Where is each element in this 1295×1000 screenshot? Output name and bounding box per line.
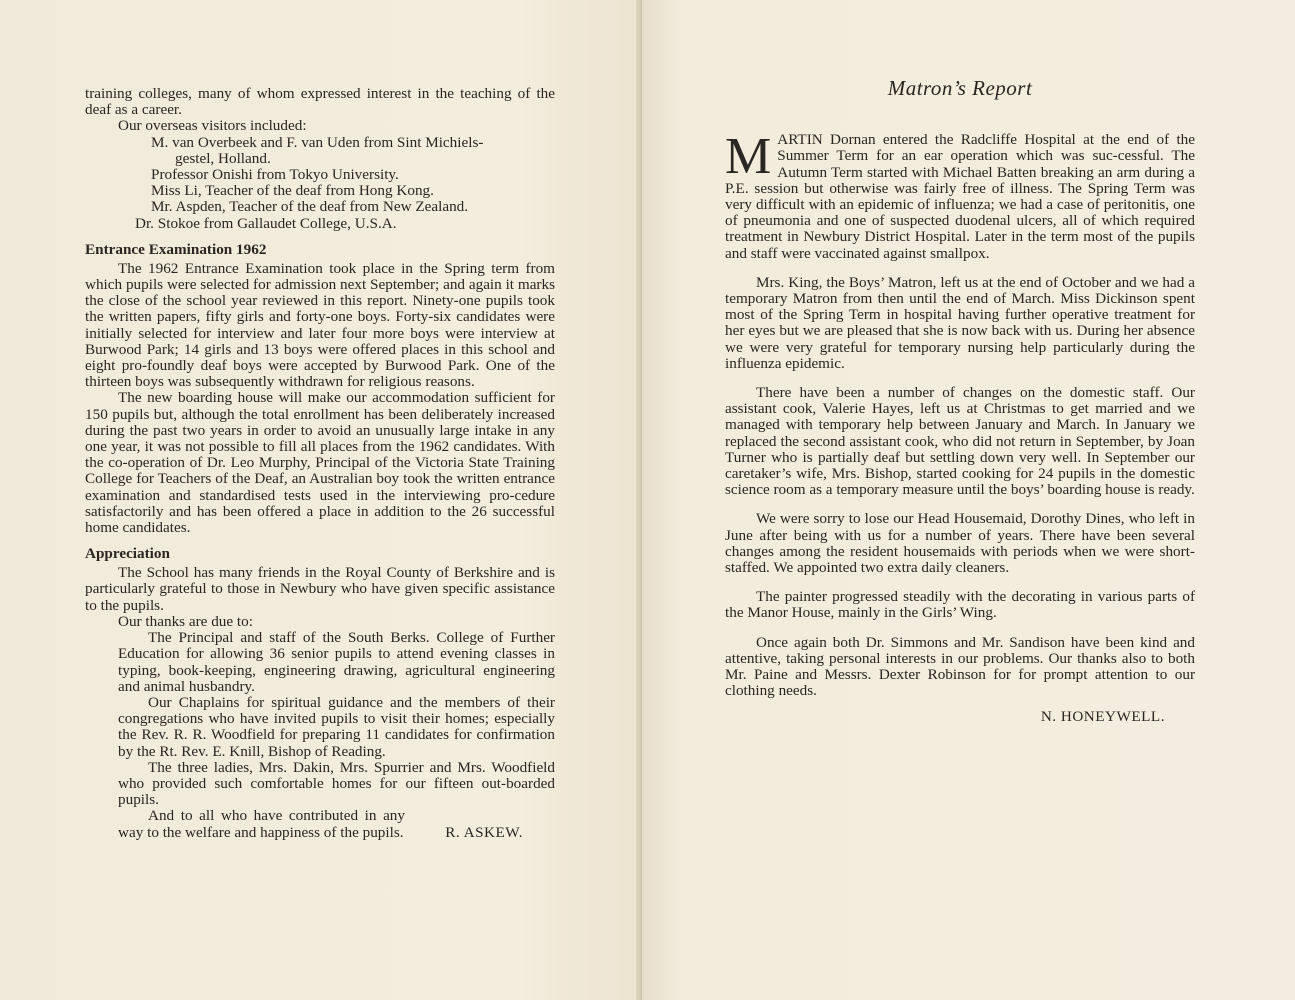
- exam-paragraph: The new boarding house will make our accommodation sufficient for 150 pupils but, although the total enrollment has been deliberately increased during the past two years in order to avoid an unusually large intake in any one year, it was not possible to fill all places from the 1962 candidates. With the co-operation of Dr. Leo Murphy, Principal of the Victoria State Training College for Teachers of the Deaf, an Australian boy took the written entrance examination and standardised tests used in the interviewing pro-cedure satisfactorily and has been offered a place in addition to the 26 successful home candidates.: [85, 389, 555, 537]
- visitor-item: gestel, Holland.: [175, 149, 271, 167]
- thanks-item: Our Chaplains for spiritual guidance and the members of their congregations who have invited pupils to visit their homes; especially the Rev. R. R. Woodfield for preparing 11 candidates for confirmation by the Rt. Rev. E. Knill, Bishop of Reading.: [118, 693, 555, 760]
- visitor-item: Professor Onishi from Tokyo University.: [151, 166, 399, 184]
- visitor-item: M. van Overbeek and F. van Uden from Sint Michiels-: [151, 133, 484, 151]
- intro-paragraph: training colleges, many of whom expressed interest in the teaching of the deaf as a career.: [85, 85, 555, 119]
- thanks-item: The Principal and staff of the South Berks. College of Further Education for allowing 36 senior pupils to attend evening classes in typing, book-keeping, engineering drawing, agricultural engineering and animal husbandry.: [118, 629, 555, 695]
- right-page-text: [725, 76, 1195, 725]
- closing-row: [85, 808, 555, 840]
- appreciation-paragraph: The School has many friends in the Royal County of Berkshire and is particularly grateful to those in Newbury who have given specific assistance to the pupils.: [85, 564, 555, 614]
- thanks-item: The three ladies, Mrs. Dakin, Mrs. Spurrier and Mrs. Woodfield who provided such comfortable homes for our fifteen out-boarded pupils.: [118, 758, 555, 809]
- visitor-item: Dr. Stokoe from Gallaudet College, U.S.A.: [135, 214, 397, 232]
- section-heading-exam: Entrance Examination 1962: [85, 240, 267, 258]
- left-page: [0, 0, 642, 1000]
- left-page-text: [85, 86, 555, 841]
- report-paragraph: There have been a number of changes on the domestic staff. Our assistant cook, Valerie Hayes, left us at Christmas to get married and we managed with temporary help between January and March. In January we replaced the second assistant cook, who did not return in September, by Joan Turner who is partially deaf but settling down very well. In September our caretaker’s wife, Mrs. Bishop, started cooking for 24 pupils in the domestic science room as a temporary measure until the boys’ boarding house is ready.: [725, 384, 1195, 499]
- visitor-list: [85, 135, 555, 232]
- report-paragraph: We were sorry to lose our Head Housemaid, Dorothy Dines, who left in June after being with us for a number of years. There have been several changes among the resident housemaids with periods when we were short-staffed. We appointed two extra daily cleaners.: [725, 510, 1195, 577]
- signature-honeywell: N. HONEYWELL.: [1040, 707, 1165, 725]
- report-paragraph: The painter progressed steadily with the decorating in various parts of the Manor House, mainly in the Girls’ Wing.: [725, 588, 1195, 622]
- thanks-item: And to all who have contributed in any way to the welfare and happiness of the pupils.: [118, 807, 405, 841]
- visitor-item: Miss Li, Teacher of the deaf from Hong Kong.: [151, 182, 434, 200]
- report-paragraph: Mrs. King, the Boys’ Matron, left us at the end of October and we had a temporary Matron from then until the end of March. Miss Dickinson spent most of the Spring Term in hospital having further operative treatment for her eyes but we are pleased that she is now back with us. During her absence we were very grateful for temporary nursing help particularly during the influenza epidemic.: [725, 273, 1195, 372]
- report-paragraph: Once again both Dr. Simmons and Mr. Sandison have been kind and attentive, taking personal interests in our problems. Our thanks also to both Mr. Paine and Messrs. Dexter Robinson for for prompt attention to our clothing needs.: [725, 633, 1195, 700]
- visitors-intro: Our overseas visitors included:: [118, 117, 307, 135]
- exam-paragraph: The 1962 Entrance Examination took place in the Spring term from which pupils were selected for admission next September; and again it marks the close of the school year reviewed in this report. Ninety-one pupils took the written papers, fifty girls and forty-one boys. Forty-six candidates were initially selected for interview and later four more boys were interview at Burwood Park; 14 girls and 13 boys were offered places in this school and eight pro-foundly deaf boys were accepted by Burwood Park. One of the thirteen boys was subsequently withdrawn for religious reasons.: [85, 259, 555, 391]
- visitor-item: Mr. Aspden, Teacher of the deaf from New Zealand.: [151, 198, 469, 216]
- section-heading-appreciation: Appreciation: [85, 545, 170, 563]
- page-title: Matron’s Report: [887, 76, 1033, 100]
- thanks-intro: Our thanks are due to:: [118, 612, 253, 630]
- drop-cap: M: [725, 128, 772, 186]
- report-paragraph-text: ARTIN Dornan entered the Radcliffe Hospital at the end of the Summer Term for an ear operation which was suc-cessful. The Autumn Term started with Michael Batten breaking an arm during a P.E. session but otherwise was fairly free of illness. The Spring Term was very difficult with an epidemic of influenza; we had a case of peritonitis, one of pneumonia and one of suspected duodenal ulcers, all of which required treatment in Newbury District Hospital. Later in the term most of the pupils and staff were vaccinated against smallpox.: [725, 131, 1195, 262]
- signature-askew: R. ASKEW.: [445, 823, 523, 841]
- report-paragraph: [725, 128, 1195, 262]
